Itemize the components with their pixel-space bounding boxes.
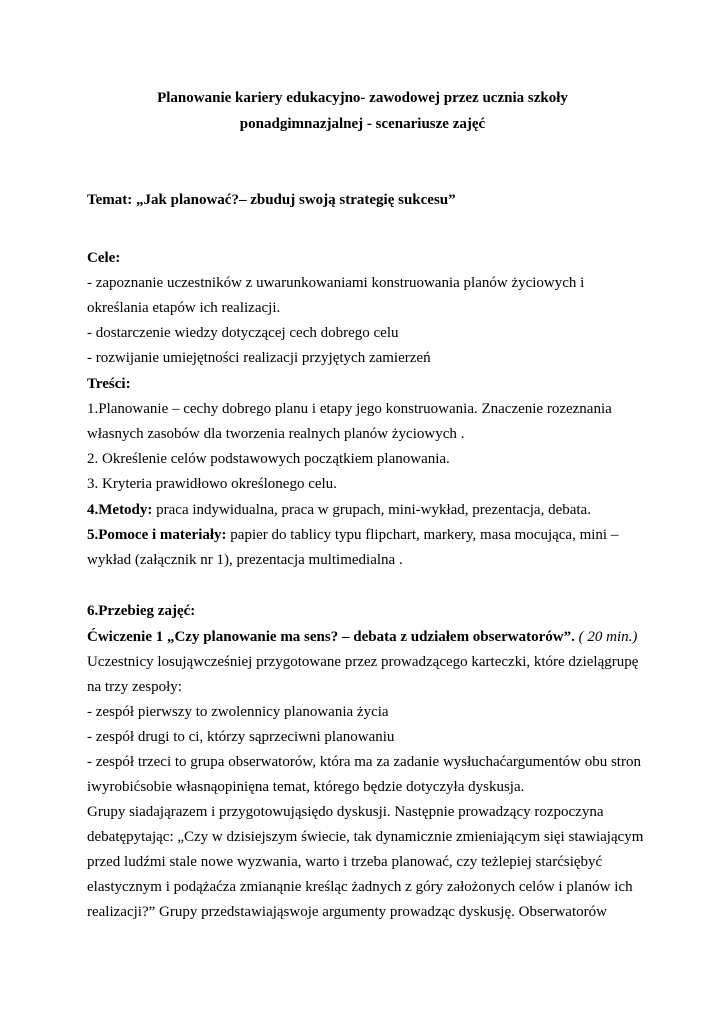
methods-text: praca indywidualna, praca w grupach, mini-wykład, prezentacja, debata.	[152, 502, 591, 518]
document-title-line-1: Planowanie kariery edukacyjno- zawodowej przez ucznia szkoły	[157, 90, 568, 106]
content-line: 2. Określenie celów podstawowych początkiem planowania.	[87, 451, 450, 467]
procedure-line: przed ludźmi stale nowe wyzwania, warto i trzeba planować, czy teżlepiej starćsiębyć	[87, 854, 603, 870]
content-line: 1.Planowanie – cechy dobrego planu i etapy jego konstruowania. Znaczenie rozeznania	[87, 401, 612, 417]
goals-line: - rozwijanie umiejętności realizacji przyjętych zamierzeń	[87, 350, 431, 366]
materials-label: 5.Pomoce i materiały:	[87, 527, 227, 543]
goals-line: - dostarczenie wiedzy dotyczącej cech dobrego celu	[87, 325, 399, 341]
topic-heading: Temat: „Jak planować?– zbuduj swoją strategię sukcesu”	[87, 192, 456, 208]
materials-text: papier do tablicy typu flipchart, markery, masa mocująca, mini –	[226, 527, 619, 543]
goals-line: określania etapów ich realizacji.	[87, 300, 281, 316]
procedure-heading: 6.Przebieg zajęć:	[87, 603, 196, 619]
exercise-1-heading	[87, 627, 637, 647]
content-line: własnych zasobów dla tworzenia realnych planów życiowych .	[87, 426, 465, 442]
goals-line: - zapoznanie uczestników z uwarunkowaniami konstruowania planów życiowych i	[87, 275, 585, 291]
document-title-line-2: ponadgimnazjalnej - scenariusze zajęć	[239, 116, 486, 132]
procedure-line: - zespół pierwszy to zwolennicy planowania życia	[87, 704, 389, 720]
materials-line-2: wykład (załącznik nr 1), prezentacja multimedialna .	[87, 552, 403, 568]
exercise-1-title: Ćwiczenie 1 „Czy planowanie ma sens? – debata z udziałem obserwatorów”.	[87, 629, 575, 645]
exercise-1-time: ( 20 min.)	[574, 629, 638, 645]
materials-line	[87, 525, 618, 545]
methods-label: 4.Metody:	[87, 502, 153, 518]
content-heading: Treści:	[87, 376, 131, 392]
methods-line	[87, 500, 591, 520]
procedure-line: Grupy siadająrazem i przygotowująsiędo dyskusji. Następnie prowadzący rozpoczyna	[87, 804, 604, 820]
procedure-line: iwyrobićsobie własnąopinięna temat, którego będzie dotyczyła dyskusja.	[87, 779, 525, 795]
goals-heading: Cele:	[87, 250, 121, 266]
procedure-line: - zespół drugi to ci, którzy sąprzeciwni planowaniu	[87, 729, 395, 745]
content-line: 3. Kryteria prawidłowo określonego celu.	[87, 476, 337, 492]
procedure-line: Uczestnicy losująwcześniej przygotowane przez prowadzącego karteczki, które dzielągrupę	[87, 654, 639, 670]
procedure-line: - zespół trzeci to grupa obserwatorów, która ma za zadanie wysłuchaćargumentów obu stron	[87, 754, 641, 770]
procedure-line: na trzy zespoły:	[87, 679, 182, 695]
procedure-line: realizacji?” Grupy przedstawiająswoje argumenty prowadząc dyskusję. Obserwatorów	[87, 904, 607, 920]
procedure-line: debatępytając: „Czy w dzisiejszym świecie, tak dynamicznie zmieniającym sięi stawiającym	[87, 829, 644, 845]
procedure-line: elastycznym i podążaćza zmianąnie kreśląc żadnych z góry założonych celów i planów ich	[87, 879, 633, 895]
